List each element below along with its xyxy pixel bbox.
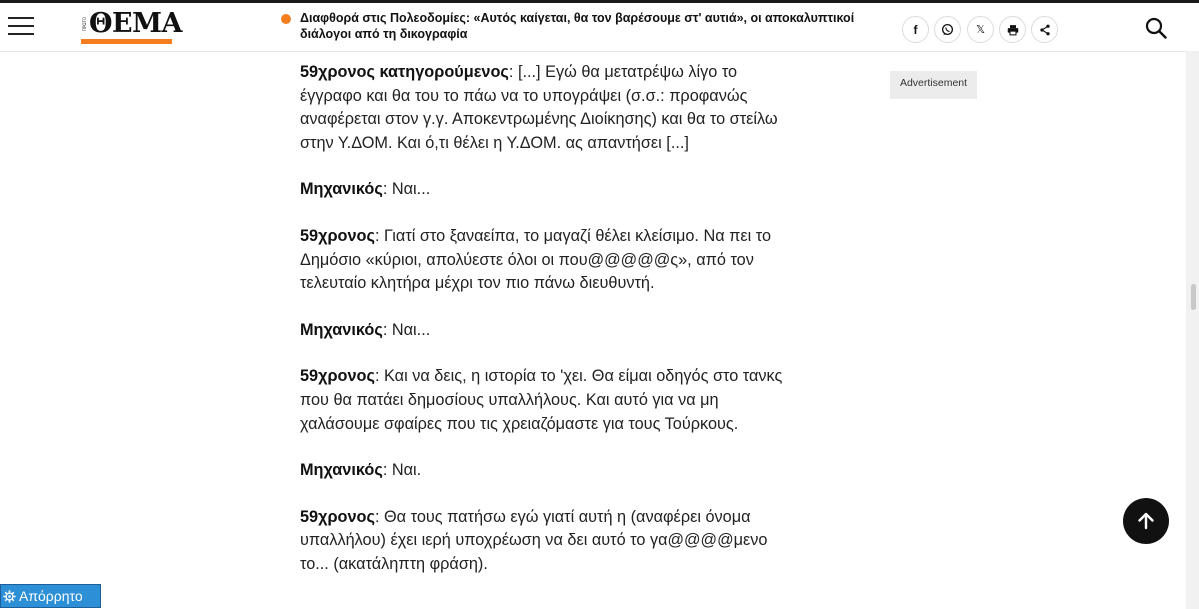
speaker-name: 59χρονος: [300, 367, 375, 386]
dialogue-paragraph: [300, 61, 800, 155]
hamburger-menu-icon[interactable]: [8, 17, 34, 37]
dialogue-paragraph: [300, 506, 800, 577]
x-glyph: 𝕏: [976, 23, 985, 36]
dialogue-text: : Γιατί στο ξαναείπα, το μαγαζί θέλει κλείσιμο. Να πει το Δημόσιο «κύριοι, απολύεστε όλοι οι που@@@@@ς», από τον τελευταίο κλητήρα μέχρι τον πιο πάνω διευθυντή.: [300, 226, 772, 293]
site-header: [0, 3, 1199, 52]
share-glyph: [1039, 24, 1051, 36]
print-glyph: [1007, 24, 1019, 36]
whatsapp-glyph: [941, 23, 954, 36]
dialogue-text: : [...] Εγώ θα μετατρέψω λίγο το έγγραφο και θα του το πάω να το υπογράψει (σ.σ.: προφανώς αναφέρεται στον γ.γ. Αποκεντρωμένης Διοίκησης) και θα το στείλω στην Υ.ΔΟΜ. Και ό,τι θέλει η Υ.ΔΟΜ. ας απαντήσει [...]: [300, 63, 778, 152]
scrollbar-track[interactable]: [1186, 51, 1199, 609]
facebook-icon[interactable]: [902, 16, 929, 43]
dialogue-text: : Ναι...: [382, 320, 431, 339]
speaker-name: Μηχανικός: [300, 180, 383, 199]
scroll-to-top-button[interactable]: [1123, 498, 1169, 544]
dialogue-paragraph: [300, 178, 800, 202]
speaker-name: Μηχανικός: [300, 320, 383, 339]
search-icon[interactable]: [1145, 17, 1167, 39]
arrow-up-icon: [1136, 511, 1156, 531]
speaker-name: 59χρονος: [300, 226, 375, 245]
dialogue-text: : Θα τους πατήσω εγώ γιατί αυτή η (αναφέρει όνομα υπαλλήλου) έχει ιερή υποχρέωση να δει αυτό το γα@@@@μενο το... (ακατάληπτη φράση).: [300, 507, 768, 573]
speaker-name: Μηχανικός: [300, 461, 383, 480]
speaker-name: 59χρονος: [300, 507, 375, 526]
dialogue-paragraph: [300, 365, 800, 436]
whatsapp-icon[interactable]: [934, 16, 961, 43]
privacy-settings-button[interactable]: [0, 584, 101, 608]
logo-underline: [81, 39, 172, 44]
scrollbar-thumb[interactable]: [1191, 284, 1196, 310]
dialogue-text: : Και να δεις, η ιστορία το 'χει. Θα είμαι οδηγός στο τανκς που θα πατάει δημοσίους υπαλλήλους. Και αυτό για να μη χαλάσουμε σφαίρες που τις χρειαζόμαστε για τους Τούρκους.: [300, 367, 783, 433]
advertisement-slot[interactable]: [890, 71, 977, 99]
advertisement-label: Advertisement: [899, 77, 968, 89]
dialogue-paragraph: [300, 319, 800, 343]
privacy-label: Απόρρητο: [19, 588, 83, 604]
logo-main-text: ΘΕΜΑ: [89, 8, 182, 39]
site-logo[interactable]: [81, 8, 182, 43]
dialogue-text: : Ναι.: [382, 461, 422, 480]
x-twitter-icon[interactable]: [967, 16, 994, 43]
dialogue-paragraph: [300, 459, 800, 483]
live-dot-icon: [281, 14, 291, 24]
facebook-glyph: f: [913, 22, 918, 37]
share-icon[interactable]: [1031, 16, 1058, 43]
article-body: [300, 61, 800, 600]
header-headline[interactable]: Διαφθορά στις Πολεοδομίες: «Αυτός καίγεται, θα τον βαρέσουμε στ' αυτιά», οι αποκαλυπτικοί διάλογοι από τη δικογραφία: [300, 11, 855, 41]
gear-icon: [3, 590, 16, 603]
print-icon[interactable]: [999, 16, 1026, 43]
dialogue-paragraph: [300, 225, 800, 296]
dialogue-text: : Ναι...: [382, 180, 431, 199]
speaker-name: 59χρονος κατηγορούμενος: [300, 63, 509, 81]
logo-small-text: ΠΡΩΤΟ: [82, 16, 87, 32]
